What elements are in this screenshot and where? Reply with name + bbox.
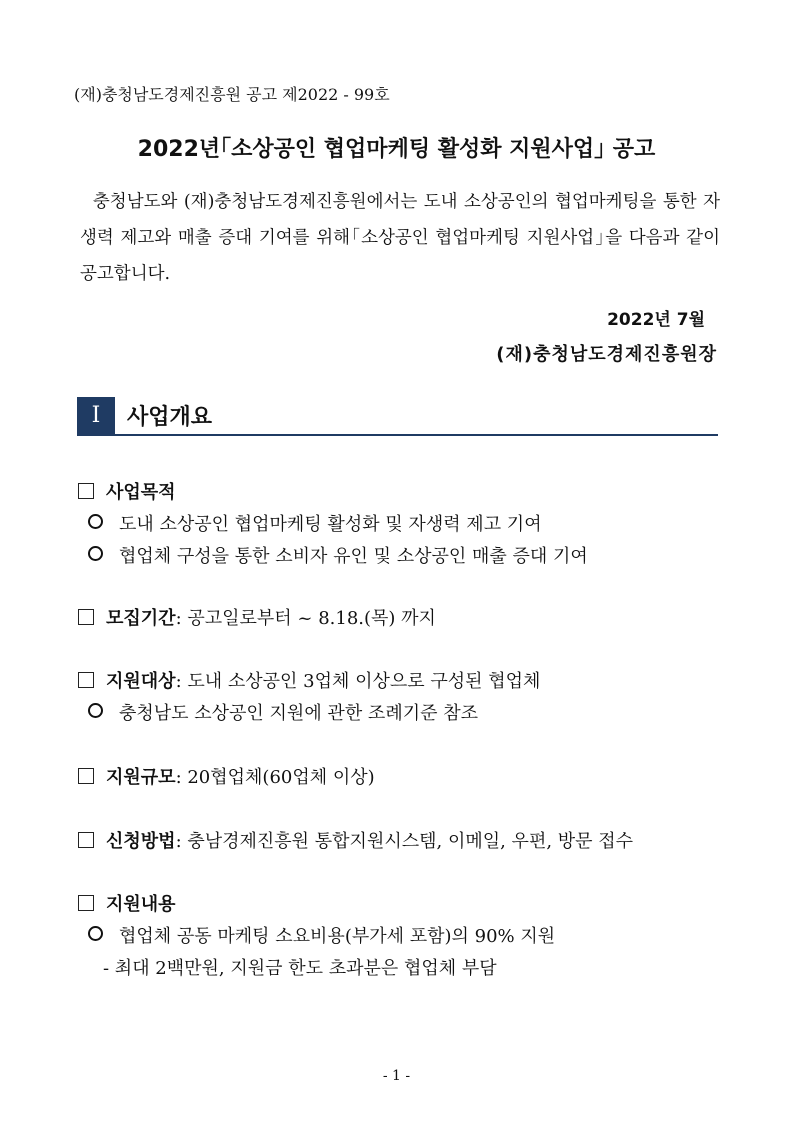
purpose-label: 사업목적	[106, 482, 176, 503]
intro-paragraph	[80, 184, 720, 292]
checkbox-square-icon	[78, 483, 94, 499]
target-label: 지원대상	[106, 671, 176, 692]
method-row	[78, 827, 633, 853]
circle-bullet-icon	[88, 546, 103, 561]
section-title: 사업개요	[127, 405, 213, 430]
content-heading	[78, 890, 176, 916]
checkbox-square-icon	[78, 768, 94, 784]
section-divider	[77, 434, 718, 436]
list-item	[88, 510, 542, 536]
scale-row	[78, 763, 375, 789]
scale-label: 지원규모	[106, 767, 176, 788]
notice-number: (재)충청남도경제진흥원 공고 제2022 - 99호	[74, 85, 390, 104]
checkbox-square-icon	[78, 895, 94, 911]
content-label: 지원내용	[106, 894, 176, 915]
page-number: - 1 -	[382, 1068, 411, 1084]
section-number: Ⅰ	[77, 397, 115, 435]
method-label: 신청방법	[106, 831, 176, 852]
list-item	[88, 922, 555, 948]
circle-bullet-icon	[88, 926, 103, 941]
list-item	[88, 699, 478, 725]
target-row	[78, 667, 540, 693]
checkbox-square-icon	[78, 672, 94, 688]
notice-date: 2022년 7월	[607, 310, 705, 330]
checkbox-square-icon	[78, 609, 94, 625]
list-item	[88, 542, 588, 568]
target-value: : 도내 소상공인 3업체 이상으로 구성된 협업체	[175, 671, 541, 692]
organization-name: (재)충청남도경제진흥원장	[496, 344, 717, 365]
document-title: 2022년｢소상공인 협업마케팅 활성화 지원사업｣ 공고	[137, 137, 656, 162]
purpose-item-1: 도내 소상공인 협업마케팅 활성화 및 자생력 제고 기여	[119, 514, 542, 535]
target-item-1: 충청남도 소상공인 지원에 관한 조례기준 참조	[119, 703, 478, 724]
period-label: 모집기간	[106, 608, 176, 629]
checkbox-square-icon	[78, 832, 94, 848]
circle-bullet-icon	[88, 514, 103, 529]
purpose-item-2: 협업체 구성을 통한 소비자 유인 및 소상공인 매출 증대 기여	[119, 546, 588, 567]
content-item-1: 협업체 공동 마케팅 소요비용(부가세 포함)의 90% 지원	[119, 926, 556, 947]
method-value: : 충남경제진흥원 통합지원시스템, 이메일, 우편, 방문 접수	[175, 831, 634, 852]
period-row	[78, 604, 436, 630]
purpose-heading	[78, 478, 176, 504]
circle-bullet-icon	[88, 703, 103, 718]
intro-text: 충청남도와 (재)충청남도경제진흥원에서는 도내 소상공인의 협업마케팅을 통한 자생력 제고와 매출 증대 기여를 위해｢소상공인 협업마케팅 지원사업｣을 다음과 같이 공고합니다.	[80, 192, 720, 284]
period-value: : 공고일로부터 ~ 8.18.(목) 까지	[175, 608, 436, 629]
scale-value: : 20협업체(60업체 이상)	[175, 767, 375, 788]
content-detail: - 최대 2백만원, 지원금 한도 초과분은 협업체 부담	[103, 958, 497, 979]
